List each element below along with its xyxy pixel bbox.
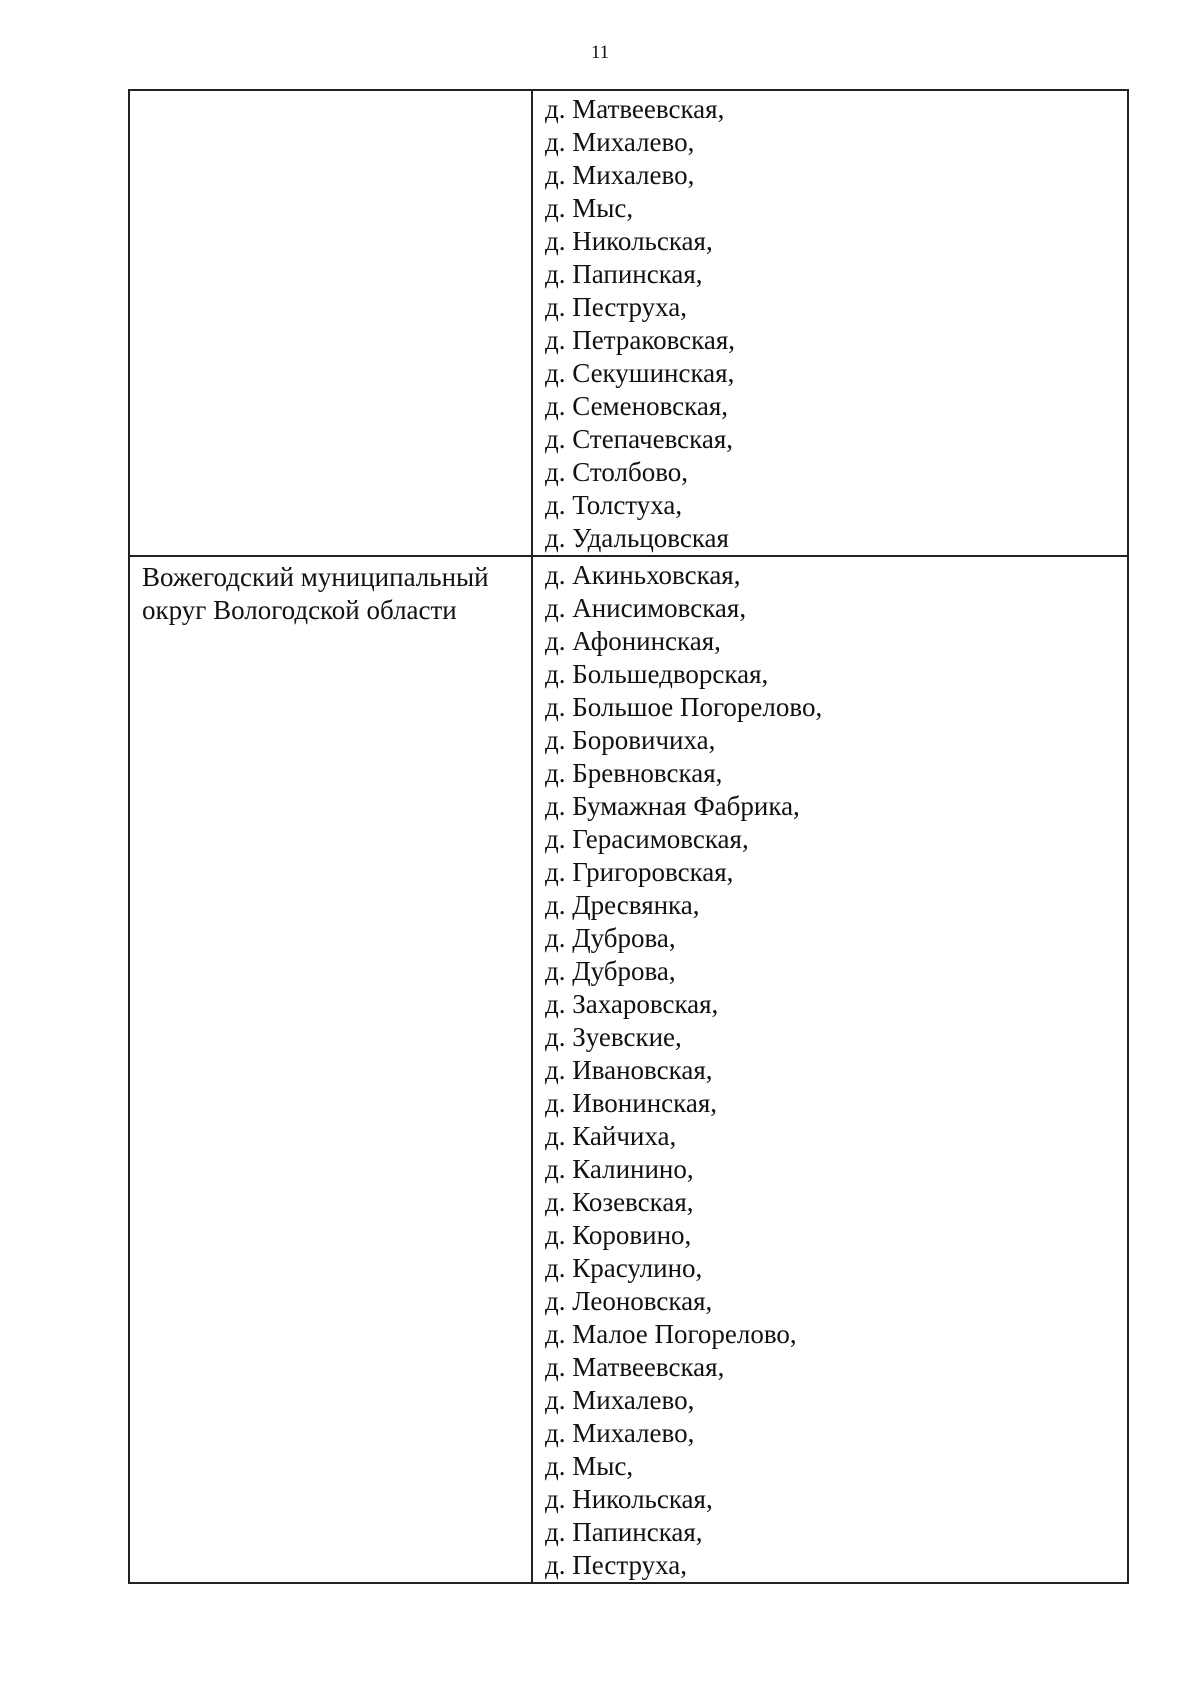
settlement-item: д. Малое Погорелово, <box>545 1319 797 1349</box>
settlement-item: д. Пеструха, <box>545 1550 688 1580</box>
settlement-item: д. Коровино, <box>545 1220 692 1250</box>
settlement-item: д. Дуброва, <box>545 956 676 986</box>
settlement-item: д. Афонинская, <box>545 626 721 656</box>
settlements-list <box>533 91 1127 555</box>
settlement-item: д. Козевская, <box>545 1187 694 1217</box>
settlement-item: д. Герасимовская, <box>545 824 749 854</box>
settlement-item: д. Секушинская, <box>545 358 735 388</box>
settlement-item: д. Захаровская, <box>545 989 719 1019</box>
settlement-item: д. Удальцовская <box>545 523 729 553</box>
settlement-item: д. Акиньховская, <box>545 560 741 590</box>
settlement-item: д. Григоровская, <box>545 857 734 887</box>
settlement-item: д. Мыс, <box>545 193 634 223</box>
settlement-item: д. Папинская, <box>545 259 703 289</box>
settlement-item: д. Пеструха, <box>545 292 688 322</box>
settlement-item: д. Петраковская, <box>545 325 736 355</box>
table-row <box>129 556 1128 1583</box>
settlement-item: д. Леоновская, <box>545 1286 713 1316</box>
settlement-item: д. Семеновская, <box>545 391 729 421</box>
settlements-cell <box>532 90 1128 556</box>
municipality-cell <box>129 90 532 556</box>
settlement-item: д. Кайчиха, <box>545 1121 677 1151</box>
settlement-item: д. Бревновская, <box>545 758 723 788</box>
settlement-item: д. Михалево, <box>545 1418 695 1448</box>
settlement-item: д. Папинская, <box>545 1517 703 1547</box>
settlement-item: д. Бумажная Фабрика, <box>545 791 800 821</box>
settlement-item: д. Никольская, <box>545 226 713 256</box>
municipality-name <box>130 91 531 95</box>
settlement-item: д. Ивановская, <box>545 1055 713 1085</box>
settlement-item: д. Михалево, <box>545 1385 695 1415</box>
settlement-item: д. Дуброва, <box>545 923 676 953</box>
settlement-item: д. Анисимовская, <box>545 593 747 623</box>
settlement-item: д. Матвеевская, <box>545 94 725 124</box>
municipality-name: Вожегодский муниципальный округ Вологодской области <box>142 562 489 625</box>
settlement-item: д. Большедворская, <box>545 659 769 689</box>
settlement-item: д. Михалево, <box>545 127 695 157</box>
settlement-item: д. Красулино, <box>545 1253 703 1283</box>
municipality-cell <box>129 556 532 1583</box>
settlement-item: д. Мыс, <box>545 1451 634 1481</box>
settlements-list <box>533 557 1127 1582</box>
settlement-item: д. Зуевские, <box>545 1022 682 1052</box>
settlement-item: д. Никольская, <box>545 1484 713 1514</box>
settlement-item: д. Столбово, <box>545 457 689 487</box>
settlement-item: д. Матвеевская, <box>545 1352 725 1382</box>
settlements-table <box>128 89 1129 1584</box>
settlement-item: д. Степачевская, <box>545 424 734 454</box>
settlement-item: д. Толстуха, <box>545 490 683 520</box>
settlements-cell <box>532 556 1128 1583</box>
table-row <box>129 90 1128 556</box>
settlement-item: д. Боровичиха, <box>545 725 716 755</box>
settlement-item: д. Михалево, <box>545 160 695 190</box>
settlement-item: д. Калинино, <box>545 1154 694 1184</box>
settlement-item: д. Большое Погорелово, <box>545 692 823 722</box>
settlement-item: д. Дресвянка, <box>545 890 700 920</box>
settlement-item: д. Ивонинская, <box>545 1088 717 1118</box>
page-number: 11 <box>590 42 610 63</box>
